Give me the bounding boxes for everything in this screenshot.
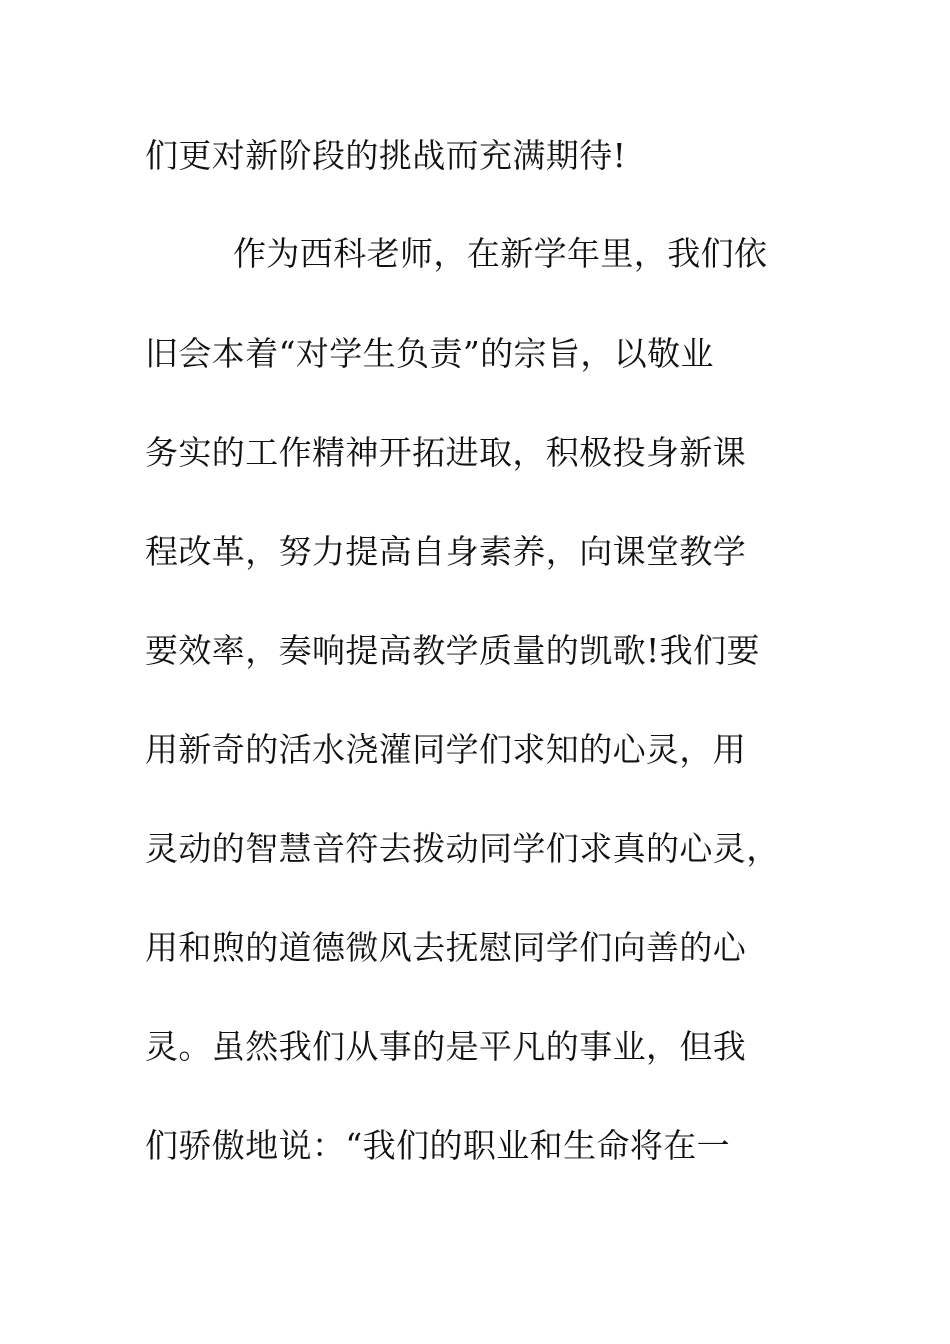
- text-line-11: 们骄傲地说：“我们的职业和生命将在一: [145, 1126, 731, 1165]
- text-line-10: 灵。虽然我们从事的是平凡的事业，但我: [145, 1027, 747, 1066]
- paragraph-start-line: 作为西科老师，在新学年里，我们依: [233, 234, 768, 273]
- text-line-9: 用和煦的道德微风去抚慰同学们向善的心: [145, 928, 747, 967]
- text-line-8: 灵动的智慧音符去拨动同学们求真的心灵，: [145, 829, 780, 868]
- text-line-4: 务实的工作精神开拓进取，积极投身新课: [145, 433, 747, 472]
- text-line-6: 要效率，奏响提高教学质量的凯歌!我们要: [145, 631, 760, 670]
- text-line-5: 程改革，努力提高自身素养，向课堂教学: [145, 532, 747, 571]
- text-line-3: 旧会本着“对学生负责”的宗旨，以敬业: [145, 334, 714, 373]
- text-line-1: 们更对新阶段的挑战而充满期待!: [145, 136, 627, 175]
- text-line-7: 用新奇的活水浇灌同学们求知的心灵，用: [145, 730, 747, 769]
